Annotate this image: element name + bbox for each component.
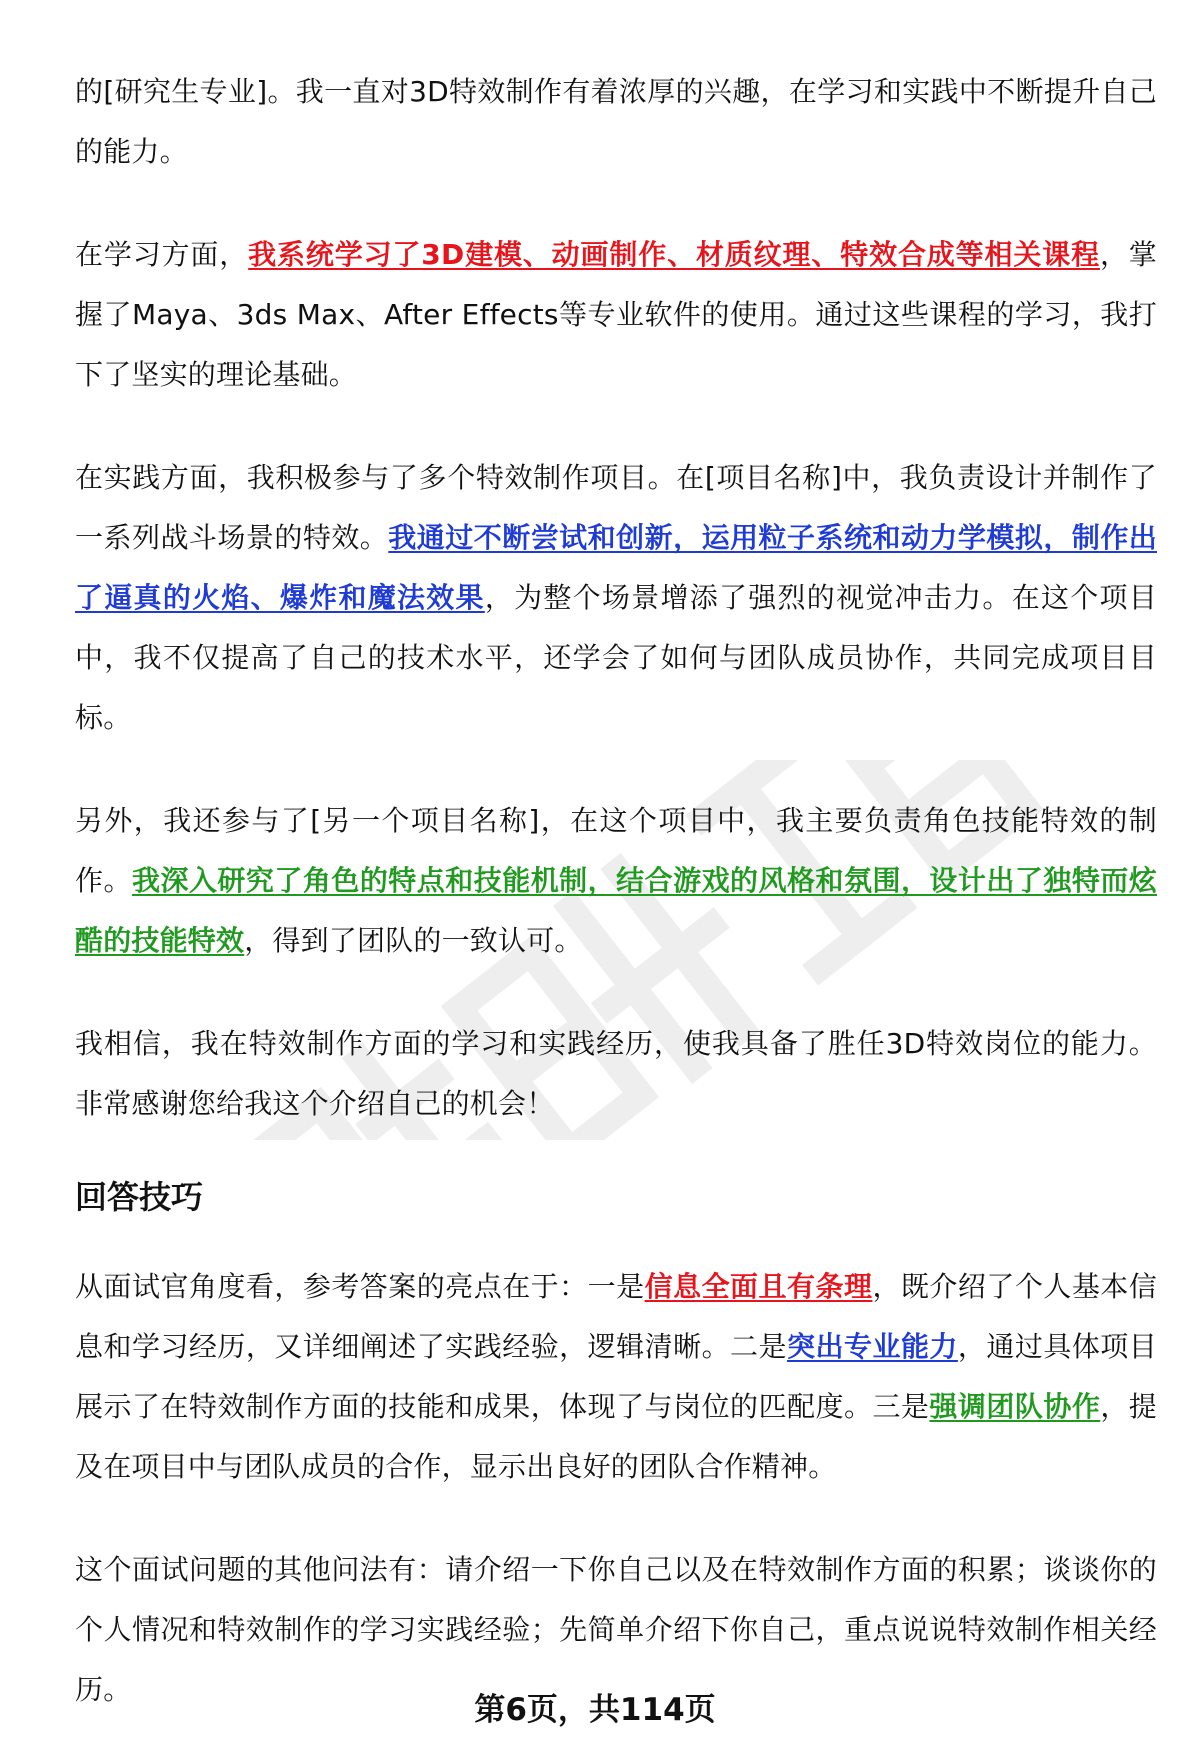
paragraph-text: 另外，我还参与了[另一个项目名称]，在这个项目中，我主要负责角色技能特效的制作。 — [75, 804, 1157, 897]
paragraph-text: 从面试官角度看，参考答案的亮点在于：一是 — [75, 1270, 645, 1303]
highlighted-text-green: 强调团队协作 — [929, 1390, 1101, 1423]
paragraph-text: ，通过具体项目展示了在特效制作方面的技能和成果，体现了与岗位的匹配度。三是 — [75, 1330, 1157, 1423]
paragraph — [75, 448, 1157, 748]
section-heading: 回答技巧 — [75, 1178, 204, 1216]
highlighted-text-red: 信息全面且有条理 — [644, 1270, 873, 1303]
paragraph-text: ，为整个场景增添了强烈的视觉冲击力。在这个项目中，我不仅提高了自己的技术水平，还学会了如何与团队成员协作，共同完成项目目标。 — [75, 581, 1157, 734]
highlighted-text-blue: 我通过不断尝试和创新，运用粒子系统和动力学模拟，制作出了逼真的火焰、爆炸和魔法效果 — [75, 521, 1158, 614]
paragraph — [75, 62, 1157, 182]
paragraph-text: 我相信，我在特效制作方面的学习和实践经历，使我具备了胜任3D特效岗位的能力。非常感谢您给我这个介绍自己的机会！ — [75, 1027, 1157, 1120]
paragraph-text: 在实践方面，我积极参与了多个特效制作项目。在[项目名称]中，我负责设计并制作了一系列战斗场景的特效。 — [75, 461, 1157, 554]
page-number: 第6页，共114页 — [474, 1692, 716, 1728]
paragraph-text: ，既介绍了个人基本信息和学习经历，又详细阐述了实践经验，逻辑清晰。二是 — [75, 1270, 1157, 1363]
document-body — [75, 62, 1157, 1763]
paragraph — [75, 1014, 1157, 1134]
highlighted-text-blue: 突出专业能力 — [787, 1330, 958, 1363]
paragraph — [75, 225, 1157, 405]
paragraph-text: ，掌握了Maya、3ds Max、After Effects等专业软件的使用。通过这些课程的学习，我打下了坚实的理论基础。 — [75, 238, 1158, 391]
paragraph-text: ，提及在项目中与团队成员的合作，显示出良好的团队合作精神。 — [75, 1390, 1157, 1483]
paragraph — [75, 1257, 1157, 1497]
answer-section — [75, 62, 1157, 1134]
highlighted-text-green: 我深入研究了角色的特点和技能机制，结合游戏的风格和氛围，设计出了独特而炫酷的技能特效 — [75, 864, 1157, 957]
tips-section — [75, 1257, 1157, 1720]
paragraph — [75, 791, 1157, 971]
paragraph-text: 这个面试问题的其他问法有：请介绍一下你自己以及在特效制作方面的积累；谈谈你的个人情况和特效制作的学习实践经验；先简单介绍下你自己，重点说说特效制作相关经历。 — [75, 1553, 1157, 1706]
highlighted-text-red: 我系统学习了3D建模、动画制作、材质纹理、特效合成等相关课程 — [248, 238, 1100, 271]
paragraph-text: ，得到了团队的一致认可。 — [244, 924, 583, 957]
paragraph-text: 的[研究生专业]。我一直对3D特效制作有着浓厚的兴趣，在学习和实践中不断提升自己的能力。 — [75, 75, 1157, 168]
paragraph-text: 在学习方面， — [75, 238, 249, 271]
